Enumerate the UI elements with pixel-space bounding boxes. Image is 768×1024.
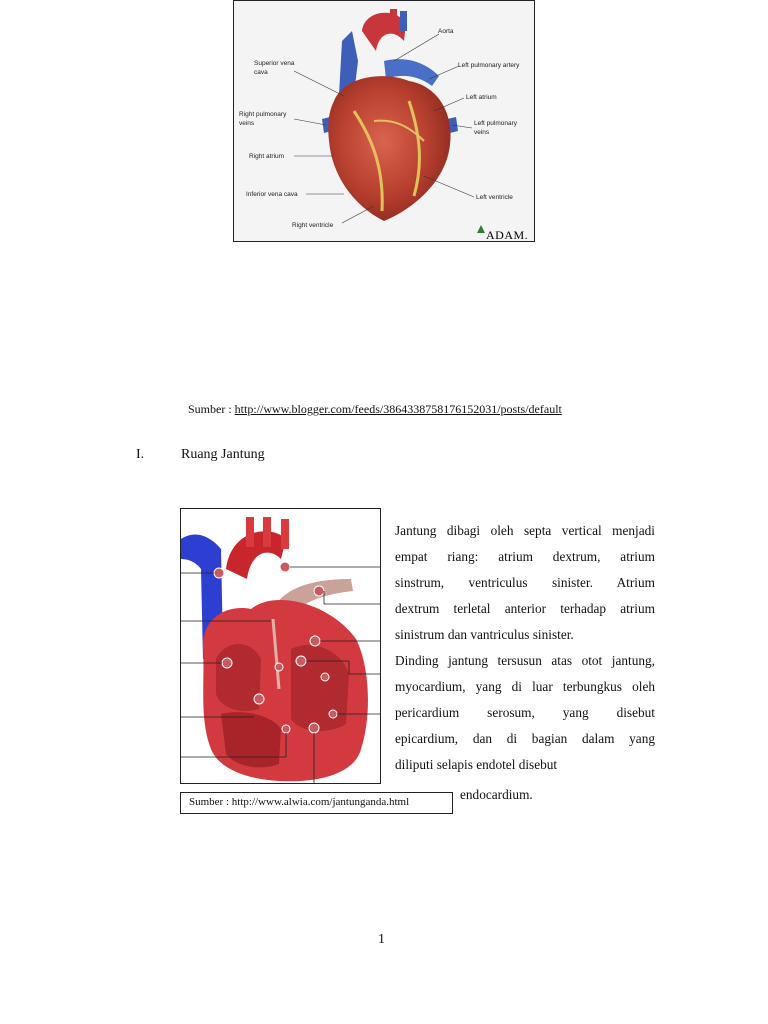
aortic-branch-shape: [281, 519, 289, 549]
label-left-pulmonary-veins-line2: veins: [474, 129, 490, 136]
label-superior-vena-cava-line2: cava: [254, 69, 268, 76]
paragraph-last-line: endocardium.: [460, 787, 533, 802]
section-number: I.: [136, 447, 145, 462]
label-left-ventricle: Left ventricle: [476, 194, 513, 201]
paragraph-line: Jantung dibagi oleh septa vertical menjadi: [395, 523, 655, 538]
paragraph-line: pericardium serosum, yang disebut: [395, 705, 655, 720]
heart-external-figure: [233, 0, 535, 242]
label-left-atrium: Left atrium: [466, 94, 497, 101]
label-right-atrium: Right atrium: [249, 153, 285, 160]
section-title: Ruang Jantung: [181, 447, 265, 462]
paragraph-line: sinistrum dan vantriculus sinister.: [395, 627, 574, 642]
page-number: 1: [378, 932, 385, 947]
aortic-branch-shape: [400, 11, 407, 31]
label-left-pulmonary-veins: Left pulmonary: [474, 120, 517, 127]
label-aorta: Aorta: [438, 28, 454, 35]
paragraph-line: dextrum terletal anterior terhadap atrium: [395, 601, 655, 616]
aorta-shape: [226, 531, 286, 579]
aorta-shape: [362, 13, 406, 51]
paragraph-line: Dinding jantung tersusun atas otot jantung,: [395, 653, 655, 668]
heart-cross-section-figure: [180, 508, 381, 784]
figure1-caption: [188, 402, 562, 417]
figure2-caption: Sumber : http://www.alwia.com/jantunganda.html: [180, 792, 453, 814]
paragraph-line: empat riang: atrium dextrum, atrium: [395, 549, 655, 564]
paragraph-line: sinstrum, ventriculus sinister. Atrium: [395, 575, 655, 590]
caption1-link[interactable]: http://www.blogger.com/feeds/3864338758176152031/posts/default: [234, 402, 562, 416]
paragraph-line: diliputi selapis endotel disebut: [395, 757, 558, 772]
aortic-branch-shape: [390, 9, 397, 29]
aortic-branch-shape: [246, 517, 254, 547]
adam-logo-icon: [477, 225, 485, 233]
label-right-pulmonary-veins: Right pulmonary: [239, 111, 287, 118]
label-right-pulmonary-veins-line2: veins: [239, 120, 255, 127]
paragraph-line: epicardium, dan di bagian dalam yang: [395, 731, 655, 746]
aortic-branch-shape: [263, 517, 271, 547]
label-superior-vena-cava: Superior vena: [254, 60, 295, 67]
label-left-pulmonary-artery: Left pulmonary artery: [458, 62, 520, 69]
caption1-prefix: Sumber :: [188, 402, 235, 416]
paragraph-line: myocardium, yang di luar terbungkus oleh: [395, 679, 655, 694]
adam-logo-text: ADAM.: [486, 228, 529, 241]
label-inferior-vena-cava: Inferior vena cava: [246, 191, 298, 198]
heart-body-shape: [328, 76, 450, 221]
label-right-ventricle: Right ventricle: [292, 222, 334, 229]
